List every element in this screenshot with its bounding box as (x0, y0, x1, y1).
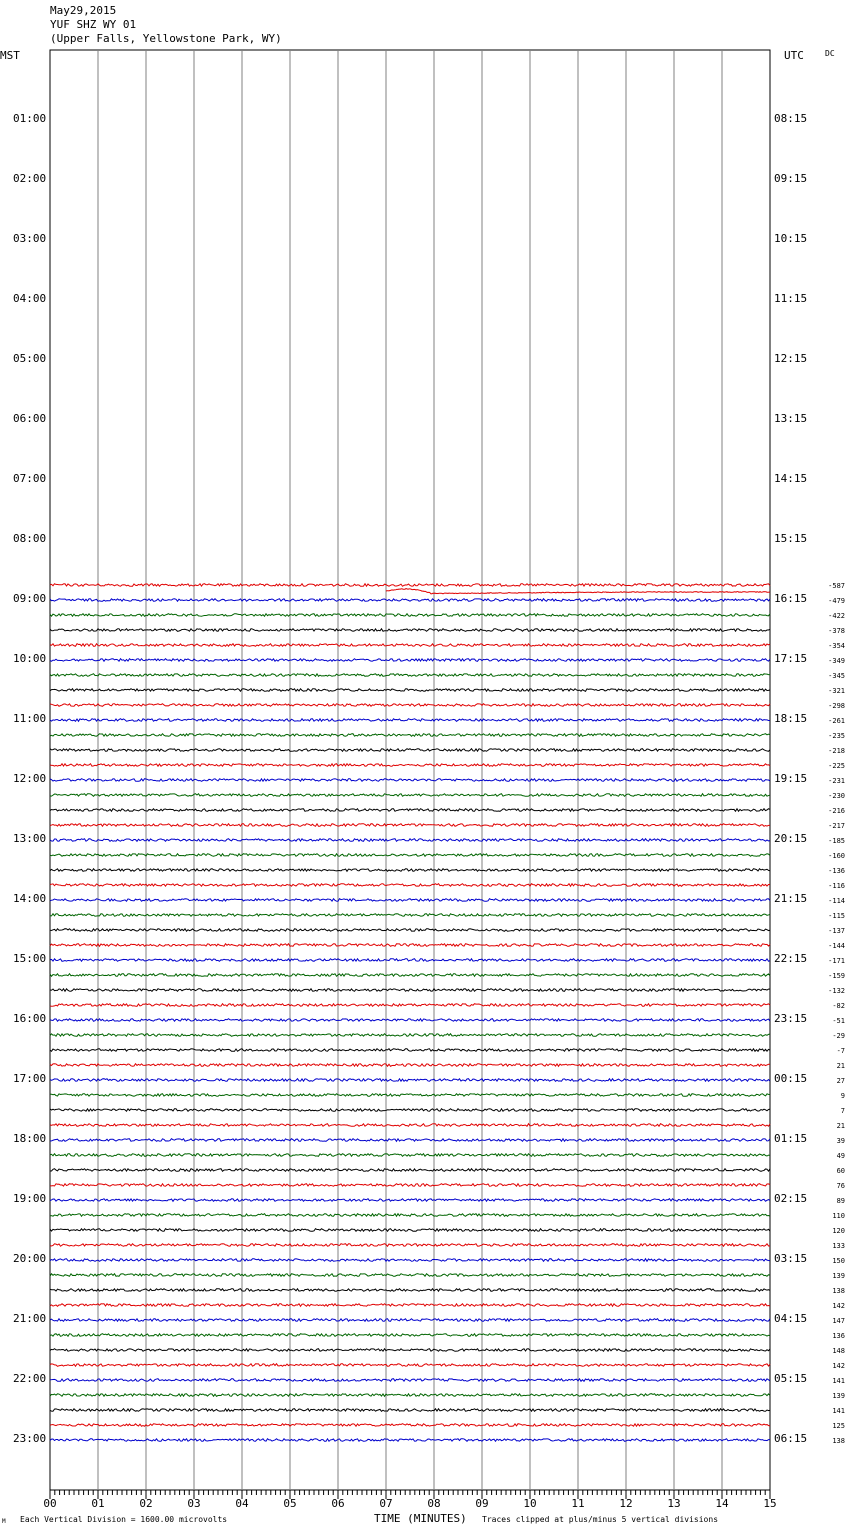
dc-offset-label: 150 (832, 1257, 845, 1265)
mst-hour-label: 21:00 (13, 1312, 47, 1325)
seismic-trace (50, 809, 770, 812)
mst-hour-label: 01:00 (13, 112, 47, 125)
dc-offset-label: -261 (828, 717, 845, 725)
dc-offset-label: 133 (832, 1242, 845, 1250)
dc-offset-label: 39 (836, 1137, 845, 1145)
x-tick-label: 11 (571, 1497, 585, 1510)
seismic-trace (50, 1184, 770, 1187)
x-tick-label: 06 (331, 1497, 345, 1510)
utc-hour-label: 23:15 (774, 1012, 808, 1025)
x-tick-label: 02 (139, 1497, 153, 1510)
dc-offset-label: 148 (832, 1347, 845, 1355)
mst-hour-label: 15:00 (13, 952, 47, 965)
seismic-trace (50, 1334, 770, 1337)
dc-offset-label: 7 (840, 1107, 845, 1115)
plot-date: May29,2015 (50, 4, 117, 17)
mst-hour-label: 12:00 (13, 772, 47, 785)
seismic-trace (50, 959, 770, 962)
utc-hour-label: 10:15 (774, 232, 808, 245)
utc-hour-label: 13:15 (774, 412, 808, 425)
seismic-trace (50, 1394, 770, 1397)
seismic-trace (50, 944, 770, 947)
dc-offset-label: 142 (832, 1302, 845, 1310)
x-tick-label: 10 (523, 1497, 537, 1510)
dc-offset-label: 138 (832, 1287, 845, 1295)
dc-offset-label: -82 (832, 1002, 845, 1010)
utc-hour-label: 22:15 (774, 952, 808, 965)
dc-offset-label: 76 (836, 1182, 845, 1190)
dc-offset-label: -349 (828, 657, 845, 665)
dc-offset-label: -159 (828, 972, 845, 980)
dc-offset-label: -321 (828, 687, 845, 695)
dc-offset-label: 49 (836, 1152, 845, 1160)
seismic-trace (50, 1049, 770, 1052)
dc-offset-label: -422 (828, 612, 845, 620)
dc-offset-label: -51 (832, 1017, 845, 1025)
dc-offset-label: -136 (828, 867, 845, 875)
seismic-trace (50, 1109, 770, 1112)
seismic-trace (50, 929, 770, 932)
dc-offset-label: 9 (840, 1092, 845, 1100)
dc-offset-label: 89 (836, 1197, 845, 1205)
utc-hour-label: 20:15 (774, 832, 808, 845)
seismic-trace (50, 1349, 770, 1352)
x-tick-label: 13 (667, 1497, 681, 1510)
x-tick-label: 12 (619, 1497, 633, 1510)
dc-offset-label: -479 (828, 597, 845, 605)
seismic-trace (50, 1199, 770, 1202)
seismic-trace (50, 584, 770, 587)
seismic-trace (50, 794, 770, 797)
seismic-trace (50, 599, 770, 602)
dc-offset-label: -587 (828, 582, 845, 590)
mst-hour-label: 16:00 (13, 1012, 47, 1025)
seismic-trace (50, 629, 770, 632)
mst-hour-label: 11:00 (13, 712, 47, 725)
dc-offset-label: -217 (828, 822, 845, 830)
utc-hour-label: 12:15 (774, 352, 808, 365)
dc-offset-label: 139 (832, 1392, 845, 1400)
seismic-trace (50, 749, 770, 752)
dc-offset-label: -230 (828, 792, 845, 800)
utc-hour-label: 21:15 (774, 892, 808, 905)
dc-offset-label: 27 (836, 1077, 845, 1085)
utc-hour-label: 08:15 (774, 112, 808, 125)
station-location: (Upper Falls, Yellowstone Park, WY) (50, 32, 282, 45)
seismic-trace (50, 704, 770, 707)
seismic-trace (50, 1274, 770, 1277)
seismic-trace (50, 1019, 770, 1022)
dc-offset-label: 141 (832, 1407, 845, 1415)
seismic-trace (50, 824, 770, 827)
mst-hour-label: 23:00 (13, 1432, 47, 1445)
seismic-trace (50, 854, 770, 857)
mst-hour-label: 04:00 (13, 292, 47, 305)
seismic-trace (50, 1214, 770, 1217)
seismic-trace (50, 989, 770, 992)
x-tick-label: 07 (379, 1497, 393, 1510)
seismic-trace (50, 1034, 770, 1037)
dc-offset-label: -354 (828, 642, 845, 650)
dc-offset-label: -216 (828, 807, 845, 815)
mst-hour-label: 17:00 (13, 1072, 47, 1085)
dc-offset-label: -144 (828, 942, 845, 950)
dc-offset-label: -114 (828, 897, 845, 905)
dc-offset-label: -160 (828, 852, 845, 860)
x-tick-label: 09 (475, 1497, 489, 1510)
dc-offset-label: -185 (828, 837, 845, 845)
dc-offset-label: -345 (828, 672, 845, 680)
mst-hour-label: 22:00 (13, 1372, 47, 1385)
utc-hour-label: 16:15 (774, 592, 808, 605)
seismic-trace (50, 1064, 770, 1067)
x-tick-label: 01 (91, 1497, 105, 1510)
utc-hour-label: 09:15 (774, 172, 808, 185)
x-tick-label: 05 (283, 1497, 297, 1510)
seismic-trace (50, 644, 770, 647)
mst-hour-label: 09:00 (13, 592, 47, 605)
seismic-trace (50, 1079, 770, 1082)
seismic-trace (50, 779, 770, 782)
seismic-trace (50, 719, 770, 722)
seismic-trace (50, 1094, 770, 1097)
dc-label: DC (825, 49, 835, 58)
dc-offset-label: -132 (828, 987, 845, 995)
utc-hour-label: 06:15 (774, 1432, 808, 1445)
seismic-trace (50, 1424, 770, 1427)
utc-hour-label: 03:15 (774, 1252, 808, 1265)
utc-hour-label: 14:15 (774, 472, 808, 485)
mst-hour-label: 07:00 (13, 472, 47, 485)
utc-axis-title: UTC (784, 49, 804, 62)
footer-mark: M (2, 1518, 6, 1525)
utc-hour-label: 11:15 (774, 292, 808, 305)
dc-offset-label: 141 (832, 1377, 845, 1385)
seismic-trace (50, 1244, 770, 1247)
dc-offset-label: 120 (832, 1227, 845, 1235)
mst-hour-label: 14:00 (13, 892, 47, 905)
seismic-trace (50, 1439, 770, 1442)
utc-hour-label: 05:15 (774, 1372, 808, 1385)
seismic-trace (50, 689, 770, 692)
utc-hour-label: 18:15 (774, 712, 808, 725)
dc-offset-label: -231 (828, 777, 845, 785)
x-axis-title: TIME (MINUTES) (374, 1512, 467, 1525)
x-tick-label: 15 (763, 1497, 777, 1510)
x-tick-label: 14 (715, 1497, 729, 1510)
utc-hour-label: 15:15 (774, 532, 808, 545)
seismic-trace (50, 614, 770, 617)
seismic-trace (50, 1304, 770, 1307)
utc-hour-label: 19:15 (774, 772, 808, 785)
x-tick-label: 03 (187, 1497, 201, 1510)
seismic-trace (50, 674, 770, 677)
dc-offset-label: -218 (828, 747, 845, 755)
dc-offset-label: -116 (828, 882, 845, 890)
dc-offset-label: -7 (836, 1047, 845, 1055)
utc-hour-label: 01:15 (774, 1132, 808, 1145)
dc-offset-label: 139 (832, 1272, 845, 1280)
mst-hour-label: 20:00 (13, 1252, 47, 1265)
dc-offset-label: 136 (832, 1332, 845, 1340)
mst-hour-label: 10:00 (13, 652, 47, 665)
utc-hour-label: 00:15 (774, 1072, 808, 1085)
seismic-trace (50, 1319, 770, 1322)
mst-hour-label: 05:00 (13, 352, 47, 365)
dc-offset-label: -378 (828, 627, 845, 635)
utc-hour-label: 17:15 (774, 652, 808, 665)
seismic-trace (50, 734, 770, 737)
seismic-trace (50, 839, 770, 842)
dc-offset-label: 138 (832, 1437, 845, 1445)
dc-offset-label: 21 (836, 1122, 845, 1130)
vertical-division-note: Each Vertical Division = 1600.00 microvolts (20, 1515, 228, 1524)
seismic-trace (50, 1364, 770, 1367)
seismic-trace (50, 1154, 770, 1157)
seismic-trace (50, 899, 770, 902)
mst-axis-title: MST (0, 49, 20, 62)
seismic-trace (50, 1409, 770, 1412)
dc-offset-label: 147 (832, 1317, 845, 1325)
seismic-trace (50, 974, 770, 977)
mst-hour-label: 08:00 (13, 532, 47, 545)
seismic-trace (50, 914, 770, 917)
dc-offset-label: 125 (832, 1422, 845, 1430)
x-tick-label: 08 (427, 1497, 441, 1510)
utc-hour-label: 04:15 (774, 1312, 808, 1325)
utc-hour-label: 02:15 (774, 1192, 808, 1205)
dc-offset-label: -115 (828, 912, 845, 920)
seismic-trace (50, 1139, 770, 1142)
dc-offset-label: 142 (832, 1362, 845, 1370)
seismic-trace (50, 869, 770, 872)
seismic-trace (50, 884, 770, 887)
dc-offset-label: -225 (828, 762, 845, 770)
seismic-trace (50, 764, 770, 767)
seismic-trace (50, 1289, 770, 1292)
dc-offset-label: -298 (828, 702, 845, 710)
mst-hour-label: 13:00 (13, 832, 47, 845)
dc-offset-label: -235 (828, 732, 845, 740)
seismic-trace (50, 659, 770, 662)
dc-offset-label: 110 (832, 1212, 845, 1220)
dc-offset-label: 60 (836, 1167, 845, 1175)
seismic-trace (50, 1379, 770, 1382)
mst-hour-label: 03:00 (13, 232, 47, 245)
mst-hour-label: 19:00 (13, 1192, 47, 1205)
dc-offset-label: 21 (836, 1062, 845, 1070)
dc-offset-label: -29 (832, 1032, 845, 1040)
dc-offset-label: -137 (828, 927, 845, 935)
x-tick-label: 04 (235, 1497, 249, 1510)
mst-hour-label: 02:00 (13, 172, 47, 185)
mst-hour-label: 06:00 (13, 412, 47, 425)
seismic-trace (50, 1259, 770, 1262)
seismic-trace (50, 1169, 770, 1172)
x-tick-label: 00 (43, 1497, 57, 1510)
clip-note: Traces clipped at plus/minus 5 vertical divisions (482, 1515, 719, 1524)
seismic-trace (50, 1124, 770, 1127)
mst-hour-label: 18:00 (13, 1132, 47, 1145)
station-code: YUF SHZ WY 01 (50, 18, 137, 31)
dc-offset-label: -171 (828, 957, 845, 965)
seismic-trace (50, 1004, 770, 1007)
seismic-trace (50, 1229, 770, 1232)
